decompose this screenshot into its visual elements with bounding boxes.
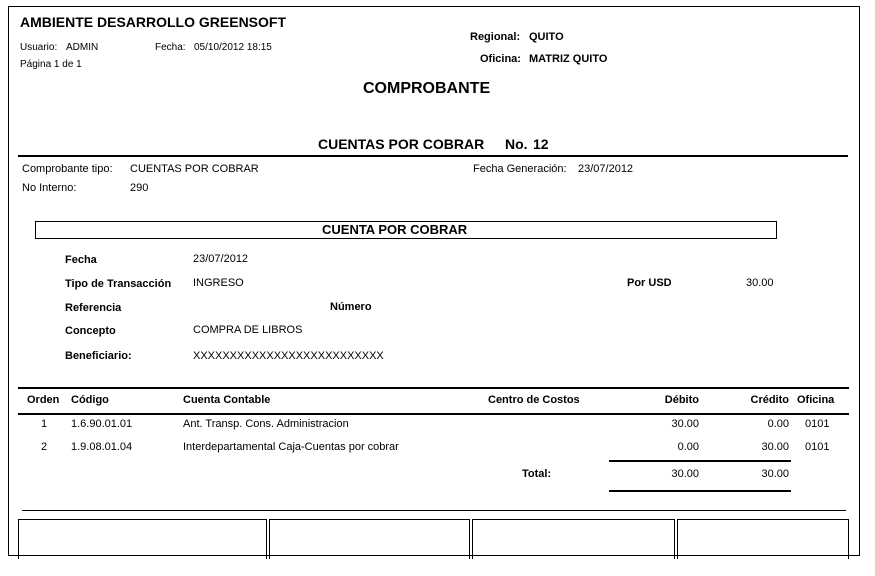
page-title: COMPROBANTE [363,80,491,97]
cell-credito: 30.00 [761,441,789,453]
concepto-value: COMPRA DE LIBROS [193,324,303,336]
table-header-rule [18,413,849,415]
regional-value: QUITO [529,31,564,43]
numero-label: Número [330,301,372,313]
fecha-label: Fecha [65,254,97,266]
user-label: Usuario: [20,42,58,53]
total-credito: 30.00 [761,468,789,480]
col-credito: Crédito [750,394,789,406]
signature-box [472,519,675,559]
total-bottom-rule [609,490,791,492]
por-label: Por USD [627,277,672,289]
cell-credito: 0.00 [767,418,789,430]
cell-orden: 2 [41,441,48,453]
signature-rule [22,510,846,511]
total-label: Total: [522,468,552,480]
user-value: ADMIN [66,42,99,53]
office-value: MATRIZ QUITO [529,53,608,65]
page-indicator: Página 1 de 1 [20,59,82,70]
signature-box [269,519,470,559]
doc-number-label: No. [505,136,528,152]
print-date-value: 05/10/2012 18:15 [194,42,272,53]
cell-codigo: 1.6.90.01.01 [71,418,133,430]
col-debito: Débito [664,394,699,406]
col-oficina: Oficina [797,394,835,406]
gen-date-value: 23/07/2012 [578,163,634,175]
beneficiario-value: XXXXXXXXXXXXXXXXXXXXXXXXXX [193,350,384,362]
cell-cuenta: Ant. Transp. Cons. Administracion [183,418,349,430]
cell-codigo: 1.9.08.01.04 [71,441,133,453]
total-top-rule [609,460,791,462]
col-cuenta: Cuenta Contable [183,394,271,406]
signature-box [18,519,267,559]
company-name: AMBIENTE DESARROLLO GREENSOFT [20,14,287,30]
cell-debito: 0.00 [677,441,699,453]
office-label: Oficina: [480,53,521,65]
internal-value: 290 [130,182,149,194]
table-top-rule [18,387,849,389]
print-date-label: Fecha: [155,42,186,53]
type-label: Comprobante tipo: [22,163,113,175]
concepto-label: Concepto [65,325,116,337]
signature-box [677,519,849,559]
tipo-value: INGRESO [193,277,244,289]
gen-date-label: Fecha Generación: [473,163,567,175]
doc-subtitle: CUENTAS POR COBRAR [318,136,485,152]
referencia-label: Referencia [65,302,122,314]
cell-cuenta: Interdepartamental Caja-Cuentas por cobrar [183,441,399,453]
section-title: CUENTA POR COBRAR [322,222,468,237]
beneficiario-label: Beneficiario: [65,350,132,362]
fecha-value: 23/07/2012 [193,253,249,265]
internal-label: No Interno: [22,182,77,194]
col-orden: Orden [27,394,60,406]
regional-label: Regional: [470,31,521,43]
cell-debito: 30.00 [671,418,699,430]
por-value: 30.00 [746,277,774,289]
cell-orden: 1 [41,418,48,430]
col-codigo: Código [71,394,109,406]
col-centro: Centro de Costos [488,394,580,406]
cell-oficina: 0101 [805,441,830,453]
doc-number: 12 [533,136,549,152]
tipo-label: Tipo de Transacción [65,278,172,290]
divider [18,155,848,157]
type-value: CUENTAS POR COBRAR [130,163,259,175]
cell-oficina: 0101 [805,418,830,430]
total-debito: 30.00 [671,468,699,480]
